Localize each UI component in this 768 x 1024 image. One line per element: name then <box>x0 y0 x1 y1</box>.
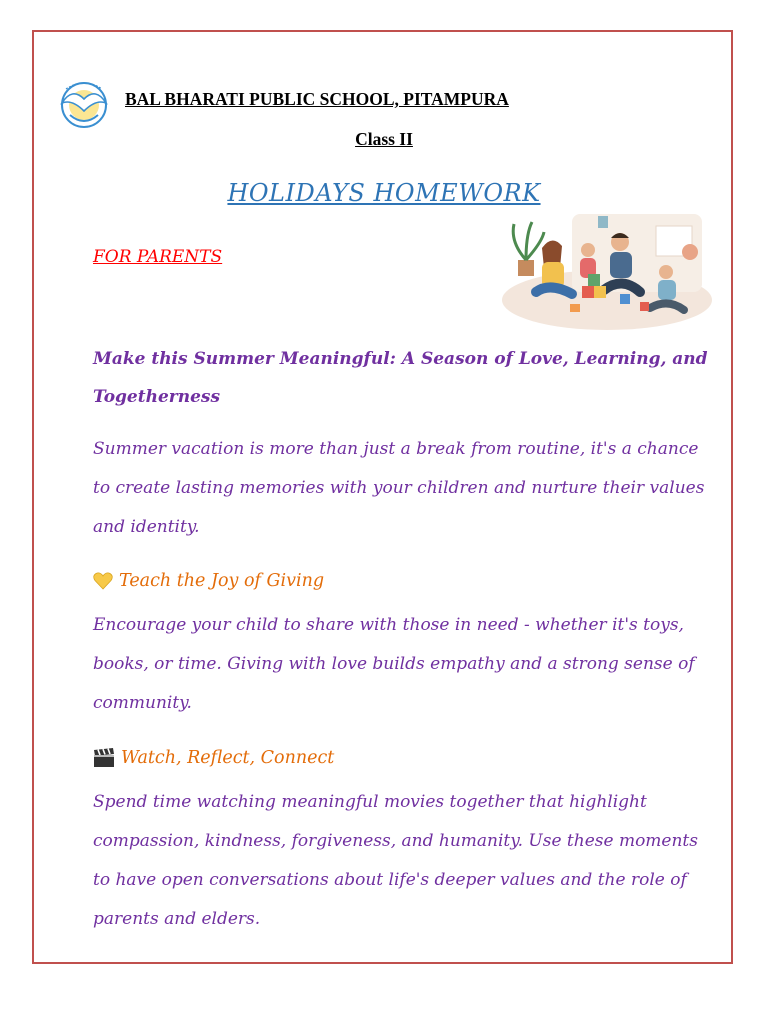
section-heading-watch <box>93 748 334 768</box>
clapper-board-icon <box>93 748 115 768</box>
section-heading-label: Watch, Reflect, Connect <box>121 748 335 768</box>
headline: Make this Summer Meaningful: A Season of Love, Learning, and Togetherness <box>93 349 708 407</box>
intro-paragraph: Summer vacation is more than just a break from routine, it's a chance to create lasting memories with your children and nurture their values and identity. <box>93 439 705 537</box>
section-heading-giving <box>93 571 324 591</box>
school-name: BAL BHARATI PUBLIC SCHOOL, PITAMPURA <box>125 89 509 109</box>
page-title: HOLIDAYS HOMEWORK <box>227 179 541 207</box>
class-label: Class II <box>355 129 413 149</box>
yellow-heart-icon <box>93 572 113 590</box>
section-heading-label: Teach the Joy of Giving <box>119 571 325 591</box>
watch-paragraph: Spend time watching meaningful movies together that highlight compassion, kindness, forgiveness, and humanity. Use these moments to have open conversations about life's deeper values and the role of parents and elders. <box>93 792 698 929</box>
giving-paragraph: Encourage your child to share with those in need - whether it's toys, books, or time. Giving with love builds empathy and a strong sense of community. <box>93 615 695 713</box>
family-playing-illustration <box>500 212 714 332</box>
for-parents-heading: FOR PARENTS <box>93 247 223 267</box>
school-logo <box>50 77 118 131</box>
